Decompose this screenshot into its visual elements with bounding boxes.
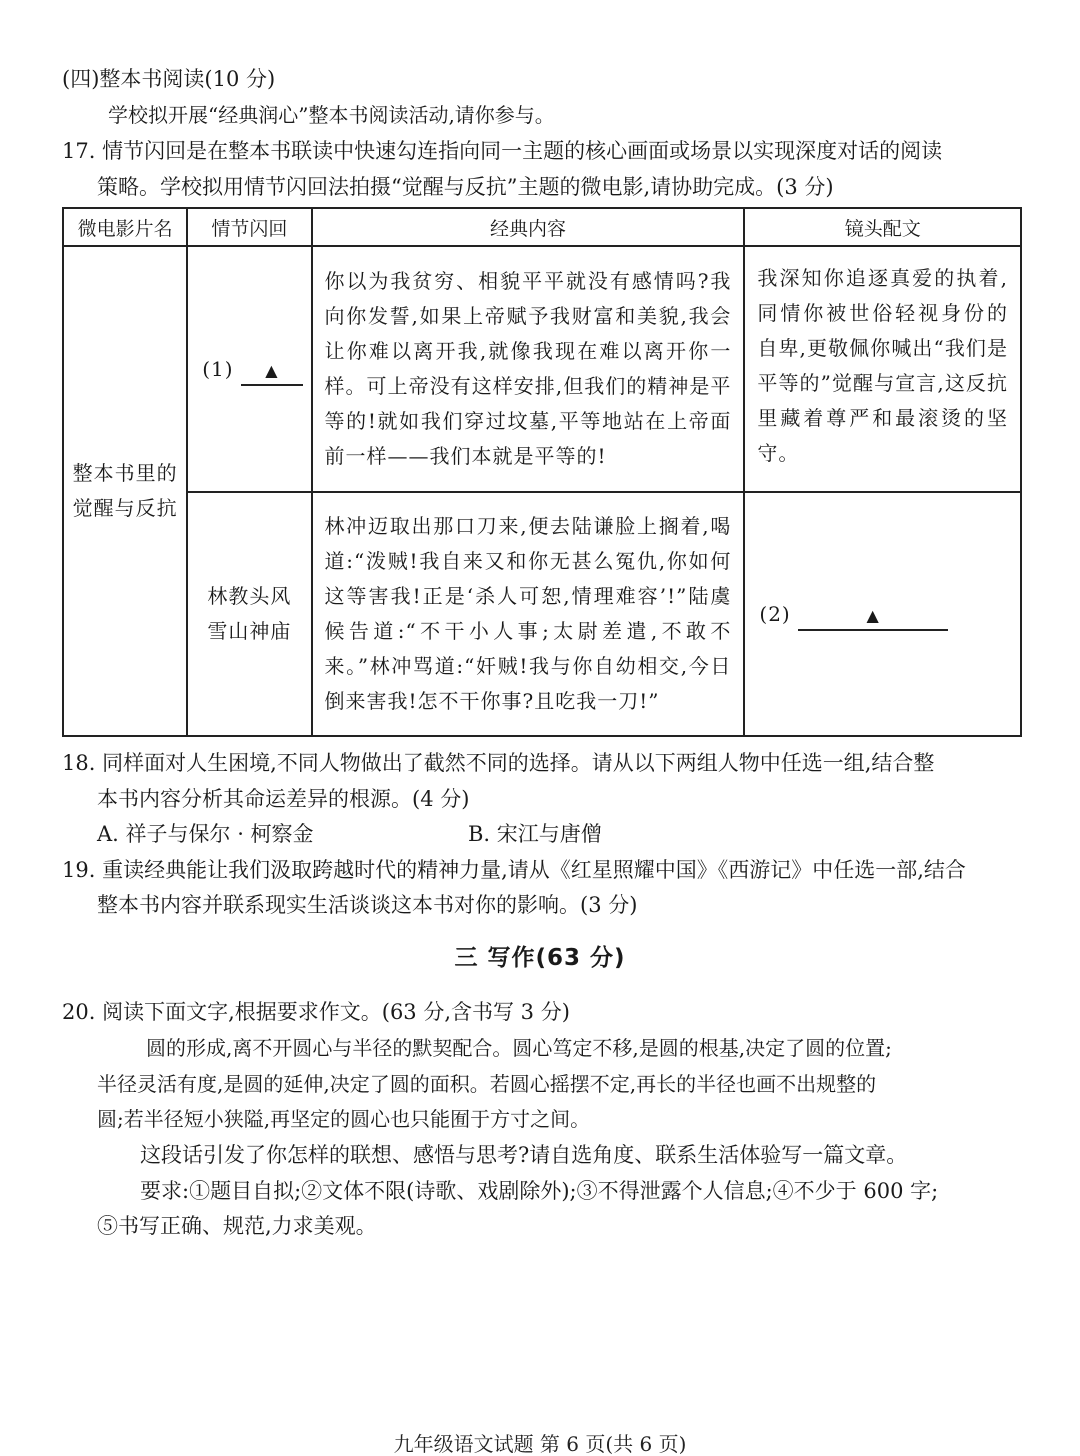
microfilm-table: [62, 207, 1022, 737]
q19-line2: 整本书内容并联系现实生活谈谈这本书对你的影响。(3 分): [97, 893, 638, 917]
q18-option-a: A. 祥子与保尔 · 柯察金: [97, 822, 314, 846]
triangle-marker-icon: ▲: [265, 360, 279, 380]
q17-line2: 策略。学校拟用情节闪回法拍摄“觉醒与反抗”主题的微电影,请协助完成。(3 分): [97, 175, 834, 199]
classic-content-cell-2: [312, 492, 745, 736]
flashback-2-line2: 雪山神庙: [207, 619, 292, 643]
answer-blank-1[interactable]: [241, 356, 303, 386]
classic-content-2: 林冲迈取出那口刀来,便去陆谦脸上搁着,喝道:“泼贼!我自来又和你无甚么冤仇,你如何这等害我!正是‘杀人可恕,情理难容’!”陆虞候告道:“不干小人事;太尉差遣,不敢不来。”林冲骂道:“奸贼!我与你自幼相交,今日倒来害我!怎不干你事?且吃我一刀!”: [324, 514, 732, 713]
classic-content-1: 你以为我贫穷、相貌平平就没有感情吗?我向你发誓,如果上帝赋予我财富和美貌,我会让你难以离开我,就像我现在难以离开你一样。可上帝没有这样安排,但我们的精神是平等的!就如我们穿过坟墓,平等地站在上帝面前一样——我们本就是平等的!: [324, 269, 732, 468]
film-title-cell: [63, 246, 187, 736]
caption-cell-1: [744, 246, 1021, 492]
section-four-intro: 学校拟开展“经典润心”整本书阅读活动,请你参与。: [108, 103, 555, 127]
table-row: [63, 246, 1021, 492]
q20-line1: 20. 阅读下面文字,根据要求作文。(63 分,含书写 3 分): [62, 1000, 570, 1024]
header-film-title: 微电影片名: [63, 208, 187, 246]
q20-requirements-line2: ⑤书写正确、规范,力求美观。: [97, 1214, 377, 1238]
q20-requirements-line1: 要求:①题目自拟;②文体不限(诗歌、戏剧除外);③不得泄露个人信息;④不少于 600 字;: [140, 1179, 939, 1203]
caption-1: 我深知你追逐真爱的执着,同情你被世俗轻视身份的自卑,更敬佩你喊出“我们是平等的”觉醒与宣言,这反抗里藏着尊严和最滚烫的坚守。: [757, 266, 1008, 465]
blank-2-label: (2): [759, 601, 791, 626]
blank-1-label: (1): [202, 356, 234, 381]
flashback-cell-2: [187, 492, 311, 736]
q20-para1-line2: 半径灵活有度,是圆的延伸,决定了圆的面积。若圆心摇摆不定,再长的半径也画不出规整的: [97, 1072, 877, 1096]
triangle-marker-icon: ▲: [866, 605, 880, 625]
film-title-line2: 觉醒与反抗: [72, 496, 178, 520]
flashback-2-line1: 林教头风: [207, 584, 292, 608]
header-classic-content: 经典内容: [312, 208, 745, 246]
section-four-heading: (四)整本书阅读(10 分): [62, 67, 276, 91]
q20-prompt: 这段话引发了你怎样的联想、感悟与思考?请自选角度、联系生活体验写一篇文章。: [140, 1143, 908, 1167]
q19-line1: 19. 重读经典能让我们汲取跨越时代的精神力量,请从《红星照耀中国》《西游记》中任选一部,结合: [62, 858, 966, 882]
classic-content-cell-1: [312, 246, 745, 492]
table-header-row: [63, 208, 1021, 246]
section-three-title: 三 写作(63 分): [454, 945, 626, 971]
table-row: [63, 492, 1021, 736]
q17-line1: 17. 情节闪回是在整本书联读中快速勾连指向同一主题的核心画面或场景以实现深度对话的阅读: [62, 139, 943, 163]
page-footer: 九年级语文试题 第 6 页(共 6 页): [393, 1432, 687, 1456]
flashback-cell-1: [187, 246, 311, 492]
header-flashback: 情节闪回: [187, 208, 311, 246]
q18-line1: 18. 同样面对人生困境,不同人物做出了截然不同的选择。请从以下两组人物中任选一组,结合整: [62, 751, 935, 775]
film-title-line1: 整本书里的: [72, 461, 178, 485]
q20-para1-line1: 圆的形成,离不开圆心与半径的默契配合。圆心笃定不移,是圆的根基,决定了圆的位置;: [146, 1036, 892, 1060]
header-caption: 镜头配文: [744, 208, 1021, 246]
q18-line2: 本书内容分析其命运差异的根源。(4 分): [97, 787, 470, 811]
q20-para1-line3: 圆;若半径短小狭隘,再坚定的圆心也只能囿于方寸之间。: [97, 1107, 591, 1131]
q18-option-b: B. 宋江与唐僧: [468, 822, 602, 846]
caption-cell-2: [744, 492, 1021, 736]
answer-blank-2[interactable]: [798, 601, 948, 631]
